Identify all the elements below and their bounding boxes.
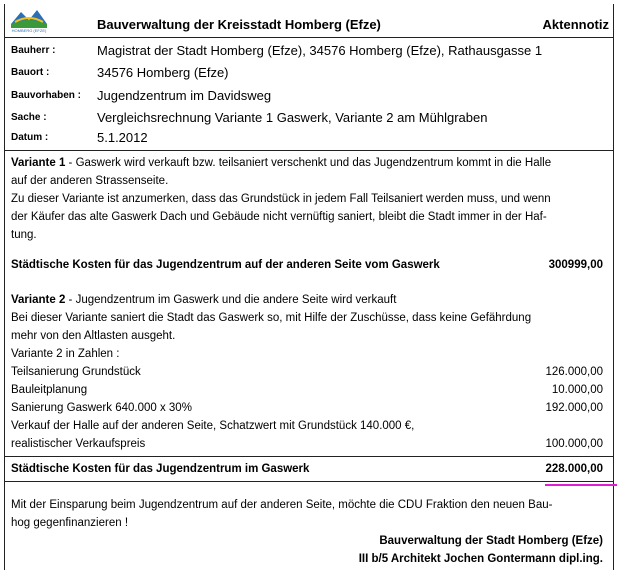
meta-value-bauvorhaben: Jugendzentrum im Davidsweg [97,88,272,103]
sum-divider [5,456,613,457]
signature-author: III b/5 Architekt Jochen Gontermann dipl.ing. [358,553,603,565]
variant1-cost-label: Städtische Kosten für das Jugendzentrum auf der anderen Seite vom Gaswerk [11,259,440,271]
city-logo [9,6,49,36]
variant1-line3: Zu dieser Variante ist anzumerken, dass das Grundstück in jedem Fall Teilsaniert werden muss, und wenn [11,193,551,205]
meta-label-bauherr: Bauherr : [11,45,56,56]
closing-line1: Mit der Einsparung beim Jugendzentrum auf der anderen Seite, möchte die CDU Fraktion den neuen Bau- [11,499,553,511]
cost-item-value: 10.000,00 [551,384,603,396]
meta-divider [5,150,613,151]
document-sheet [4,4,614,570]
meta-label-sache: Sache : [11,112,47,123]
signature-organization: Bauverwaltung der Stadt Homberg (Efze) [379,535,603,547]
closing-line2: hog gegenfinanzieren ! [11,517,129,529]
logo-text: HOMBERG (EFZE) [11,28,47,33]
variant1-title: Variante 1 [11,157,66,169]
meta-value-datum: 5.1.2012 [97,130,148,145]
cost-item-label: Bauleitplanung [11,384,88,396]
variant1-line4: der Käufer das alte Gaswerk Dach und Gebäude nicht vernüftig saniert, bleibt die Stadt immer in der Haf- [11,211,547,223]
meta-value-bauort: 34576 Homberg (Efze) [97,65,229,80]
variant1-cost-value: 300999,00 [548,259,603,271]
meta-value-bauherr: Magistrat der Stadt Homberg (Efze), 34576 Homberg (Efze), Rathausgasse 1 [97,43,543,58]
variant2-line2: Bei dieser Variante saniert die Stadt das Gaswerk so, mit Hilfe der Zuschüsse, dass keine Gefährdung [11,312,532,324]
variant2-line1: Variante 2 - Jugendzentrum im Gaswerk und die andere Seite wird verkauft [11,294,397,306]
section-divider [5,481,613,482]
variant2-line4: Variante 2 in Zahlen : [11,348,120,360]
variant1-line5: tung. [11,229,37,241]
header-divider [5,37,613,38]
cost-item-value: 192.000,00 [545,402,603,414]
doc-type: Aktennotiz [542,17,609,32]
variant2-line3: mehr von den Altlasten ausgeht. [11,330,176,342]
cost-item-value: 100.000,00 [545,438,603,450]
variant1-line1: Variante 1 - Gaswerk wird verkauft bzw. teilsaniert verschenkt und das Jugendzentrum kommt in die Halle [11,157,552,169]
meta-label-datum: Datum : [11,132,49,143]
variant2-cost-value: 228.000,00 [545,463,603,475]
meta-label-bauort: Bauort : [11,67,50,78]
cost-item-value: 126.000,00 [545,366,603,378]
cost-item-label: Verkauf der Halle auf der anderen Seite, Schatzwert mit Grundstück 140.000 €, [11,420,415,432]
variant2-cost-label: Städtische Kosten für das Jugendzentrum im Gaswerk [11,463,310,475]
highlight-underline [545,484,617,486]
meta-label-bauvorhaben: Bauvorhaben : [11,90,82,101]
cost-item-label: realistischer Verkaufspreis [11,438,146,450]
organization-title: Bauverwaltung der Kreisstadt Homberg (Efze) [97,17,381,32]
cost-item-label: Teilsanierung Grundstück [11,366,141,378]
variant1-line2: auf der anderen Strassenseite. [11,175,169,187]
variant2-title: Variante 2 [11,294,66,306]
cost-item-label: Sanierung Gaswerk 640.000 x 30% [11,402,192,414]
meta-value-sache: Vergleichsrechnung Variante 1 Gaswerk, Variante 2 am Mühlgraben [97,110,488,125]
